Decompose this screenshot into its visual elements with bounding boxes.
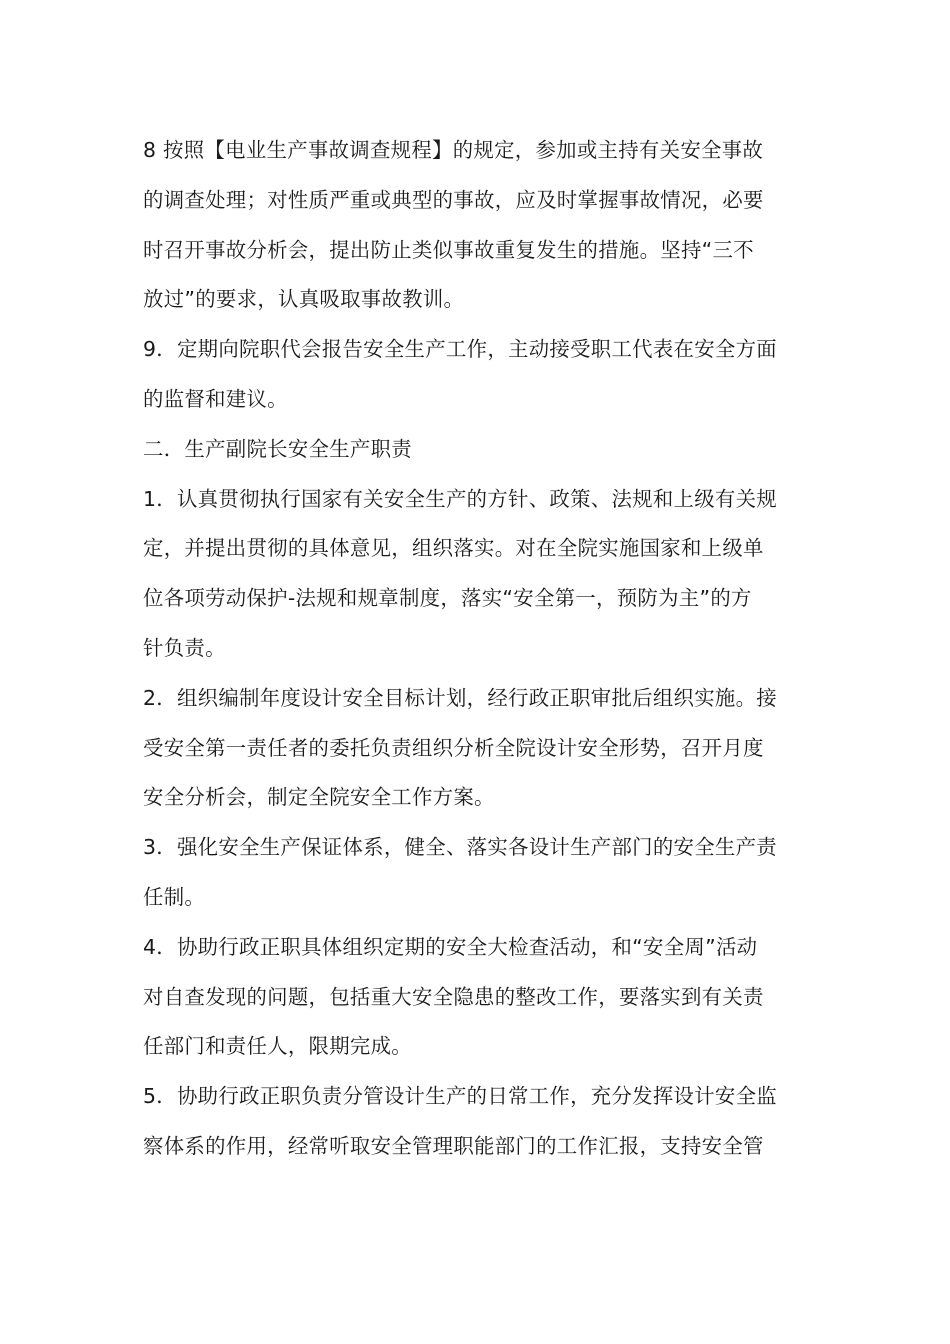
text-line: 的调查处理；对性质严重或典型的事故，应及时掌握事故情况，必要 xyxy=(143,187,764,212)
text-line: 对自查发现的问题，包括重大安全隐患的整改工作，要落实到有关责 xyxy=(143,984,764,1009)
text-line: 安全分析会，制定全院安全工作方案。 xyxy=(143,785,495,810)
text-line: 时召开事故分析会，提出防止类似事故重复发生的措施。坚持“三不 xyxy=(143,237,754,262)
document-body xyxy=(143,126,793,1172)
text-line: 针负责。 xyxy=(143,635,226,660)
text-line: 的监督和建议。 xyxy=(143,386,288,411)
text-line: 位各项劳动保护-法规和规章制度，落实“安全第一，预防为主”的方 xyxy=(143,586,752,611)
section-heading: 二．生产副院长安全生产职责 xyxy=(143,436,412,461)
text-line: 1．认真贯彻执行国家有关安全生产的方针、政策、法规和上级有关规 xyxy=(143,486,777,511)
text-line: 任制。 xyxy=(143,884,206,909)
text-line: 受安全第一责任者的委托负责组织分析全院设计安全形势，召开月度 xyxy=(143,735,764,760)
text-line: 3．强化安全生产保证体系，健全、落实各设计生产部门的安全生产责 xyxy=(143,835,777,860)
text-line: 放过”的要求，认真吸取事故教训。 xyxy=(143,287,465,312)
text-line: 2．组织编制年度设计安全目标计划，经行政正职审批后组织实施。接 xyxy=(143,685,777,710)
text-line: 8 按照【电业生产事故调查规程】的规定，参加或主持有关安全事故 xyxy=(143,138,764,162)
text-line: 9．定期向院职代会报告安全生产工作，主动接受职工代表在安全方面 xyxy=(143,337,777,362)
text-line: 定，并提出贯彻的具体意见，组织落实。对在全院实施国家和上级单 xyxy=(143,536,764,561)
text-line: 5．协助行政正职负责分管设计生产的日常工作，充分发挥设计安全监 xyxy=(143,1084,777,1109)
text-line: 4．协助行政正职具体组织定期的安全大检查活动，和“安全周”活动 xyxy=(143,934,758,959)
text-line: 任部门和责任人，限期完成。 xyxy=(143,1034,412,1059)
text-line: 察体系的作用，经常听取安全管理职能部门的工作汇报，支持安全管 xyxy=(143,1133,764,1158)
